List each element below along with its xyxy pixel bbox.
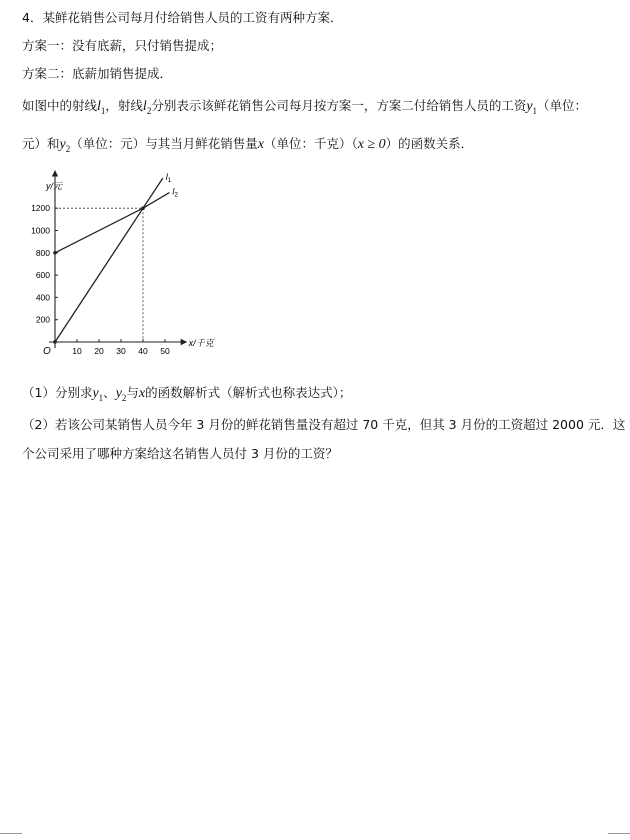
q2-line-1: （2）若该公司某销售人员今年 3 月份的鲜花销售量没有超过 70 千克，但其 3 月份的工资超过 2000 元．这 — [22, 417, 626, 432]
problem-number: 4． — [22, 10, 43, 25]
origin-label: O — [43, 346, 51, 357]
desc1-b: ，射线 — [105, 98, 143, 113]
series-l1-label: $l_1$ — [165, 172, 172, 185]
y-axis-label: y/元 — [46, 181, 63, 191]
q1-b: 与 — [126, 385, 139, 400]
symbol-x: x — [257, 137, 264, 152]
y-tick-label: 200 — [35, 314, 50, 325]
x-tick-label: 30 — [116, 346, 126, 356]
q1-c: 的函数解析式（解析式也称表达式）； — [145, 385, 352, 400]
x-tick-label: 20 — [94, 346, 104, 356]
desc1-a: 如图中的射线 — [22, 98, 98, 113]
x-axis-label: x/千克 — [188, 338, 214, 348]
question-2-line-1 — [22, 415, 625, 433]
y-tick-label: 1000 — [31, 225, 50, 236]
description-line-1 — [22, 96, 587, 116]
intersection-point — [141, 206, 145, 210]
desc2-c: （单位：千克）（ — [263, 136, 358, 151]
function-graph — [20, 165, 230, 365]
desc1-c: 分别表示该鲜花销售公司每月按方案一，方案二付给销售人员的工资 — [151, 98, 527, 113]
q1-sep: 、 — [103, 385, 116, 400]
y-tick-label: 400 — [35, 292, 50, 303]
plan-two — [22, 64, 172, 82]
problem-intro — [22, 8, 342, 26]
desc2-d: ）的函数关系． — [385, 136, 474, 151]
y-tick-label: 600 — [35, 270, 50, 281]
q1-symbol-y2: $y_2$ — [115, 386, 127, 403]
y-tick-label: 800 — [35, 247, 50, 258]
q1-a: （1）分别求 — [22, 385, 93, 400]
q1-symbol-x: x — [138, 386, 146, 401]
question-1 — [22, 383, 351, 403]
symbol-y1: $y_1$ — [526, 99, 538, 116]
q1-symbol-y1: $y_1$ — [92, 386, 104, 403]
symbol-l1: $l_1$ — [97, 99, 106, 116]
condition: x ≥ 0 — [357, 137, 386, 152]
description-line-2 — [22, 134, 473, 154]
plan-one — [22, 36, 222, 54]
page-corner-left — [0, 833, 22, 840]
symbol-l2: $l_2$ — [142, 99, 152, 116]
series-l2-label: $l_2$ — [172, 186, 179, 199]
symbol-y2: $y_2$ — [59, 137, 71, 154]
series-l1-start-point — [53, 340, 57, 344]
x-tick-label: 10 — [72, 346, 82, 356]
q2-line-2: 个公司采用了哪种方案给这名销售人员付 3 月份的工资？ — [22, 446, 338, 461]
x-tick-label: 50 — [160, 346, 170, 356]
x-tick-label: 40 — [138, 346, 148, 356]
desc1-d: （单位： — [537, 98, 588, 113]
plan-one-text: 方案一：没有底薪，只付销售提成； — [22, 38, 223, 53]
desc2-a: 元）和 — [22, 136, 60, 151]
intro-text: 某鲜花销售公司每月付给销售人员的工资有两种方案． — [42, 10, 343, 25]
series-l2-line — [55, 193, 169, 253]
series-l2-start-point — [53, 251, 57, 255]
series-l1-line — [55, 178, 163, 342]
page-corner-right — [608, 833, 630, 840]
desc2-b: （单位：元）与其当月鲜花销售量 — [70, 136, 258, 151]
plan-two-text: 方案二：底薪加销售提成． — [22, 66, 173, 81]
question-2-line-2 — [22, 444, 338, 462]
y-tick-label: 1200 — [31, 203, 50, 214]
